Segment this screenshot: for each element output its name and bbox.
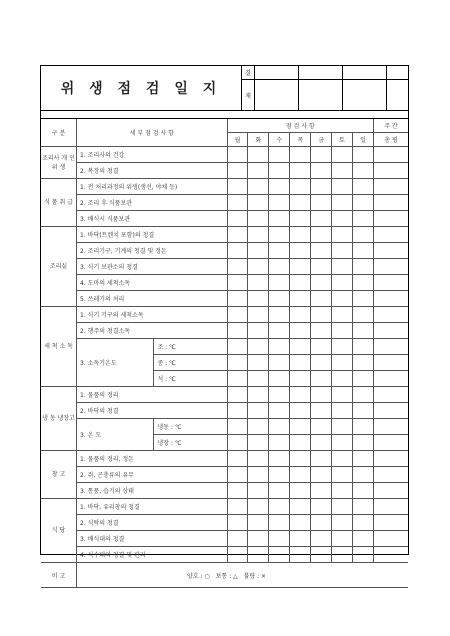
check-cell[interactable] [353, 355, 374, 371]
evaluation-cell[interactable] [373, 499, 408, 515]
temp-lunch[interactable]: 중 : ℃ [154, 355, 227, 371]
check-cell[interactable] [248, 435, 269, 451]
check-cell[interactable] [269, 419, 290, 435]
check-cell[interactable] [248, 515, 269, 531]
check-cell[interactable] [269, 195, 290, 211]
check-cell[interactable] [269, 243, 290, 259]
check-cell[interactable] [248, 547, 269, 563]
check-cell[interactable] [269, 483, 290, 499]
evaluation-cell[interactable] [373, 371, 408, 387]
check-cell[interactable] [269, 163, 290, 179]
check-cell[interactable] [332, 355, 353, 371]
check-cell[interactable] [332, 195, 353, 211]
item-label: 3. 소독기온도 [77, 339, 154, 387]
approval-cell[interactable] [255, 66, 299, 80]
check-cell[interactable] [269, 531, 290, 547]
check-cell[interactable] [248, 371, 269, 387]
approval-sign-cell[interactable] [386, 80, 408, 111]
evaluation-cell[interactable] [373, 387, 408, 403]
evaluation-cell[interactable] [373, 195, 408, 211]
item-label: 3. 통풍, 습기의 상태 [77, 483, 228, 499]
category-personal: 조리사 개 인 위 생 [41, 147, 77, 179]
check-cell[interactable] [248, 291, 269, 307]
check-cell[interactable] [269, 499, 290, 515]
check-cell[interactable] [353, 451, 374, 467]
check-cell[interactable] [248, 355, 269, 371]
check-cell[interactable] [227, 419, 248, 435]
check-cell[interactable] [290, 531, 311, 547]
check-cell[interactable] [227, 275, 248, 291]
evaluation-cell[interactable] [373, 211, 408, 227]
check-cell[interactable] [248, 419, 269, 435]
evaluation-cell[interactable] [373, 547, 408, 563]
check-cell[interactable] [290, 227, 311, 243]
check-cell[interactable] [248, 531, 269, 547]
check-cell[interactable] [311, 323, 332, 339]
check-cell[interactable] [353, 467, 374, 483]
evaluation-cell[interactable] [373, 179, 408, 195]
check-cell[interactable] [290, 387, 311, 403]
check-cell[interactable] [290, 419, 311, 435]
check-cell[interactable] [332, 547, 353, 563]
check-cell[interactable] [332, 307, 353, 323]
temp-freezer[interactable]: 냉동 : ℃ [154, 419, 227, 435]
day-sat: 토 [332, 133, 353, 147]
category-storage: 창 고 [41, 451, 77, 499]
item-label: 3. 식기 보관소의 청결 [77, 259, 228, 275]
check-cell[interactable] [227, 243, 248, 259]
check-cell[interactable] [290, 403, 311, 419]
check-cell[interactable] [311, 355, 332, 371]
header-checks: 점 검 사 항 [227, 119, 373, 133]
check-cell[interactable] [311, 163, 332, 179]
item-label: 2. 행주의 청결소독 [77, 323, 228, 339]
check-cell[interactable] [227, 435, 248, 451]
check-cell[interactable] [269, 515, 290, 531]
check-cell[interactable] [311, 419, 332, 435]
check-cell[interactable] [227, 195, 248, 211]
check-cell[interactable] [227, 371, 248, 387]
check-cell[interactable] [353, 339, 374, 355]
check-cell[interactable] [269, 275, 290, 291]
check-cell[interactable] [248, 483, 269, 499]
check-cell[interactable] [290, 259, 311, 275]
evaluation-cell[interactable] [373, 451, 408, 467]
check-cell[interactable] [332, 515, 353, 531]
check-cell[interactable] [227, 515, 248, 531]
approval-cell[interactable] [386, 66, 408, 80]
check-cell[interactable] [290, 179, 311, 195]
check-cell[interactable] [269, 547, 290, 563]
evaluation-cell[interactable] [373, 515, 408, 531]
check-cell[interactable] [353, 243, 374, 259]
check-cell[interactable] [227, 291, 248, 307]
check-cell[interactable] [311, 451, 332, 467]
check-cell[interactable] [332, 291, 353, 307]
check-cell[interactable] [227, 323, 248, 339]
check-cell[interactable] [311, 387, 332, 403]
check-cell[interactable] [332, 323, 353, 339]
check-cell[interactable] [248, 163, 269, 179]
check-cell[interactable] [269, 371, 290, 387]
item-label: 1. 전 처리과정의 위생(생선, 야채 등) [77, 179, 228, 195]
item-label: 3. 배식대의 청결 [77, 531, 228, 547]
check-cell[interactable] [332, 419, 353, 435]
evaluation-cell[interactable] [373, 435, 408, 451]
check-cell[interactable] [353, 307, 374, 323]
check-cell[interactable] [290, 355, 311, 371]
check-cell[interactable] [290, 195, 311, 211]
check-cell[interactable] [332, 339, 353, 355]
check-cell[interactable] [332, 227, 353, 243]
check-cell[interactable] [290, 147, 311, 163]
check-cell[interactable] [248, 259, 269, 275]
check-cell[interactable] [290, 547, 311, 563]
check-cell[interactable] [353, 323, 374, 339]
category-dining: 식 당 [41, 499, 77, 563]
item-label: 5. 쓰레기의 처리 [77, 291, 228, 307]
check-cell[interactable] [248, 179, 269, 195]
check-cell[interactable] [248, 403, 269, 419]
check-cell[interactable] [353, 435, 374, 451]
check-cell[interactable] [290, 435, 311, 451]
category-food: 식 품 취 급 [41, 179, 77, 227]
check-cell[interactable] [311, 531, 332, 547]
category-washing: 세 척 소 독 [41, 307, 77, 387]
page-title: 위 생 점 검 일 지 [60, 81, 222, 97]
legend[interactable] [77, 563, 408, 588]
evaluation-cell[interactable] [373, 291, 408, 307]
check-cell[interactable] [311, 499, 332, 515]
item-label: 1. 식기 기구의 세척소독 [77, 307, 228, 323]
check-cell[interactable] [290, 339, 311, 355]
check-cell[interactable] [248, 227, 269, 243]
check-cell[interactable] [332, 531, 353, 547]
check-cell[interactable] [269, 307, 290, 323]
check-cell[interactable] [353, 227, 374, 243]
check-cell[interactable] [332, 243, 353, 259]
header-weekly: 주 간 [373, 119, 408, 133]
check-cell[interactable] [290, 163, 311, 179]
item-label: 2. 복장의 청결 [77, 163, 228, 179]
approval-cell[interactable] [342, 66, 386, 80]
evaluation-cell[interactable] [373, 483, 408, 499]
header-evaluation: 총 평 [373, 133, 408, 147]
category-fridge: 냉 동 냉장고 [41, 387, 77, 451]
check-cell[interactable] [248, 275, 269, 291]
check-cell[interactable] [227, 307, 248, 323]
check-cell[interactable] [290, 243, 311, 259]
check-cell[interactable] [332, 259, 353, 275]
check-cell[interactable] [248, 339, 269, 355]
check-cell[interactable] [311, 243, 332, 259]
evaluation-cell[interactable] [373, 403, 408, 419]
check-cell[interactable] [353, 179, 374, 195]
check-cell[interactable] [332, 483, 353, 499]
evaluation-cell[interactable] [373, 163, 408, 179]
item-label: 4. 도마의 세척소독 [77, 275, 228, 291]
item-label: 4. 식수대의 청결 및 관리 [77, 547, 228, 563]
check-cell[interactable] [332, 147, 353, 163]
temp-breakfast[interactable]: 조 : ℃ [154, 339, 227, 355]
check-cell[interactable] [227, 403, 248, 419]
check-cell[interactable] [311, 371, 332, 387]
evaluation-cell[interactable] [373, 307, 408, 323]
item-label: 3. 배식시 식품보관 [77, 211, 228, 227]
check-cell[interactable] [311, 259, 332, 275]
item-label: 2. 쥐, 곤충류의 유무 [77, 467, 228, 483]
check-cell[interactable] [227, 451, 248, 467]
check-cell[interactable] [332, 163, 353, 179]
item-label: 2. 바닥의 청결 [77, 403, 228, 419]
check-cell[interactable] [269, 403, 290, 419]
day-tue: 화 [248, 133, 269, 147]
check-cell[interactable] [227, 259, 248, 275]
check-cell[interactable] [311, 547, 332, 563]
remarks-label: 비 고 [41, 563, 77, 588]
check-cell[interactable] [353, 419, 374, 435]
check-cell[interactable] [311, 515, 332, 531]
item-label: 2. 조리 후 식품보관 [77, 195, 228, 211]
check-cell[interactable] [353, 403, 374, 419]
check-cell[interactable] [353, 387, 374, 403]
approval-label-top: 결 [242, 66, 255, 80]
inspection-table [41, 119, 408, 588]
inspection-sheet [40, 65, 409, 580]
check-cell[interactable] [332, 387, 353, 403]
check-cell[interactable] [311, 147, 332, 163]
check-cell[interactable] [269, 387, 290, 403]
check-cell[interactable] [332, 275, 353, 291]
item-label: 1. 물품의 정리, 정돈 [77, 451, 228, 467]
check-cell[interactable] [290, 515, 311, 531]
approval-label-bottom: 재 [242, 80, 255, 111]
check-cell[interactable] [227, 547, 248, 563]
check-cell[interactable] [353, 531, 374, 547]
check-cell[interactable] [353, 259, 374, 275]
check-cell[interactable] [311, 435, 332, 451]
legend-good: 양호 : ○ [187, 572, 210, 580]
check-cell[interactable] [269, 435, 290, 451]
check-cell[interactable] [311, 483, 332, 499]
check-cell[interactable] [269, 355, 290, 371]
check-cell[interactable] [227, 147, 248, 163]
evaluation-cell[interactable] [373, 323, 408, 339]
item-label: 3. 온 도 [77, 419, 154, 451]
check-cell[interactable] [353, 291, 374, 307]
check-cell[interactable] [248, 195, 269, 211]
evaluation-cell[interactable] [373, 531, 408, 547]
check-cell[interactable] [332, 211, 353, 227]
approval-sign-cell[interactable] [255, 80, 299, 111]
approval-sign-cell[interactable] [298, 80, 342, 111]
check-cell[interactable] [227, 179, 248, 195]
evaluation-cell[interactable] [373, 275, 408, 291]
check-cell[interactable] [332, 467, 353, 483]
check-cell[interactable] [227, 211, 248, 227]
check-cell[interactable] [269, 339, 290, 355]
check-cell[interactable] [311, 275, 332, 291]
check-cell[interactable] [227, 467, 248, 483]
check-cell[interactable] [353, 483, 374, 499]
check-cell[interactable] [227, 531, 248, 547]
item-label: 1. 바닥, 유리창의 청결 [77, 499, 228, 515]
spacer [41, 110, 408, 119]
check-cell[interactable] [248, 499, 269, 515]
check-cell[interactable] [353, 515, 374, 531]
evaluation-cell[interactable] [373, 339, 408, 355]
header-items: 세 부 점 검 사 항 [77, 119, 228, 147]
approval-sign-cell[interactable] [342, 80, 386, 111]
day-thu: 목 [290, 133, 311, 147]
check-cell[interactable] [353, 499, 374, 515]
check-cell[interactable] [269, 259, 290, 275]
check-cell[interactable] [353, 547, 374, 563]
check-cell[interactable] [290, 323, 311, 339]
evaluation-cell[interactable] [373, 259, 408, 275]
day-mon: 월 [227, 133, 248, 147]
check-cell[interactable] [248, 323, 269, 339]
check-cell[interactable] [311, 211, 332, 227]
check-cell[interactable] [290, 211, 311, 227]
check-cell[interactable] [311, 195, 332, 211]
check-cell[interactable] [269, 467, 290, 483]
check-cell[interactable] [311, 307, 332, 323]
check-cell[interactable] [332, 435, 353, 451]
day-sun: 일 [353, 133, 374, 147]
category-kitchen: 조리실 [41, 227, 77, 307]
check-cell[interactable] [248, 307, 269, 323]
check-cell[interactable] [353, 371, 374, 387]
check-cell[interactable] [248, 243, 269, 259]
check-cell[interactable] [248, 387, 269, 403]
check-cell[interactable] [332, 179, 353, 195]
check-cell[interactable] [227, 227, 248, 243]
evaluation-cell[interactable] [373, 419, 408, 435]
check-cell[interactable] [290, 307, 311, 323]
check-cell[interactable] [353, 147, 374, 163]
check-cell[interactable] [227, 355, 248, 371]
check-cell[interactable] [290, 451, 311, 467]
check-cell[interactable] [311, 227, 332, 243]
check-cell[interactable] [248, 147, 269, 163]
check-cell[interactable] [332, 403, 353, 419]
check-cell[interactable] [269, 147, 290, 163]
check-cell[interactable] [227, 387, 248, 403]
day-fri: 금 [311, 133, 332, 147]
check-cell[interactable] [227, 163, 248, 179]
check-cell[interactable] [332, 371, 353, 387]
check-cell[interactable] [311, 467, 332, 483]
item-label: 2. 식탁의 청결 [77, 515, 228, 531]
legend-normal: 보통 : △ [215, 572, 238, 580]
check-cell[interactable] [332, 451, 353, 467]
header-category: 구 분 [41, 119, 77, 147]
check-cell[interactable] [290, 499, 311, 515]
check-cell[interactable] [353, 211, 374, 227]
check-cell[interactable] [290, 483, 311, 499]
check-cell[interactable] [290, 467, 311, 483]
approval-box [241, 66, 408, 110]
item-label: 1. 물품의 정리 [77, 387, 228, 403]
temp-dinner[interactable]: 석 : ℃ [154, 371, 227, 387]
check-cell[interactable] [311, 339, 332, 355]
item-label: 1. 바닥(트렌치 포함)의 청결 [77, 227, 228, 243]
check-cell[interactable] [353, 163, 374, 179]
check-cell[interactable] [269, 323, 290, 339]
check-cell[interactable] [248, 211, 269, 227]
check-cell[interactable] [269, 211, 290, 227]
check-cell[interactable] [227, 483, 248, 499]
evaluation-cell[interactable] [373, 227, 408, 243]
check-cell[interactable] [311, 291, 332, 307]
check-cell[interactable] [248, 451, 269, 467]
day-wed: 수 [269, 133, 290, 147]
evaluation-cell[interactable] [373, 467, 408, 483]
legend-bad: 불량 : × [243, 572, 267, 580]
check-cell[interactable] [248, 467, 269, 483]
check-cell[interactable] [269, 291, 290, 307]
check-cell[interactable] [311, 403, 332, 419]
check-cell[interactable] [269, 227, 290, 243]
evaluation-cell[interactable] [373, 243, 408, 259]
approval-cell[interactable] [298, 66, 342, 80]
check-cell[interactable] [353, 275, 374, 291]
evaluation-cell[interactable] [373, 147, 408, 163]
check-cell[interactable] [227, 339, 248, 355]
check-cell[interactable] [290, 371, 311, 387]
check-cell[interactable] [290, 291, 311, 307]
check-cell[interactable] [269, 179, 290, 195]
header-row [41, 66, 408, 111]
check-cell[interactable] [269, 451, 290, 467]
item-label: 2. 조리기구, 기계의 청결 및 정돈 [77, 243, 228, 259]
check-cell[interactable] [353, 195, 374, 211]
check-cell[interactable] [311, 179, 332, 195]
check-cell[interactable] [290, 275, 311, 291]
evaluation-cell[interactable] [373, 355, 408, 371]
item-label: 1. 조리사의 건강 [77, 147, 228, 163]
check-cell[interactable] [227, 499, 248, 515]
check-cell[interactable] [332, 499, 353, 515]
temp-fridge[interactable]: 냉장 : ℃ [154, 435, 227, 451]
